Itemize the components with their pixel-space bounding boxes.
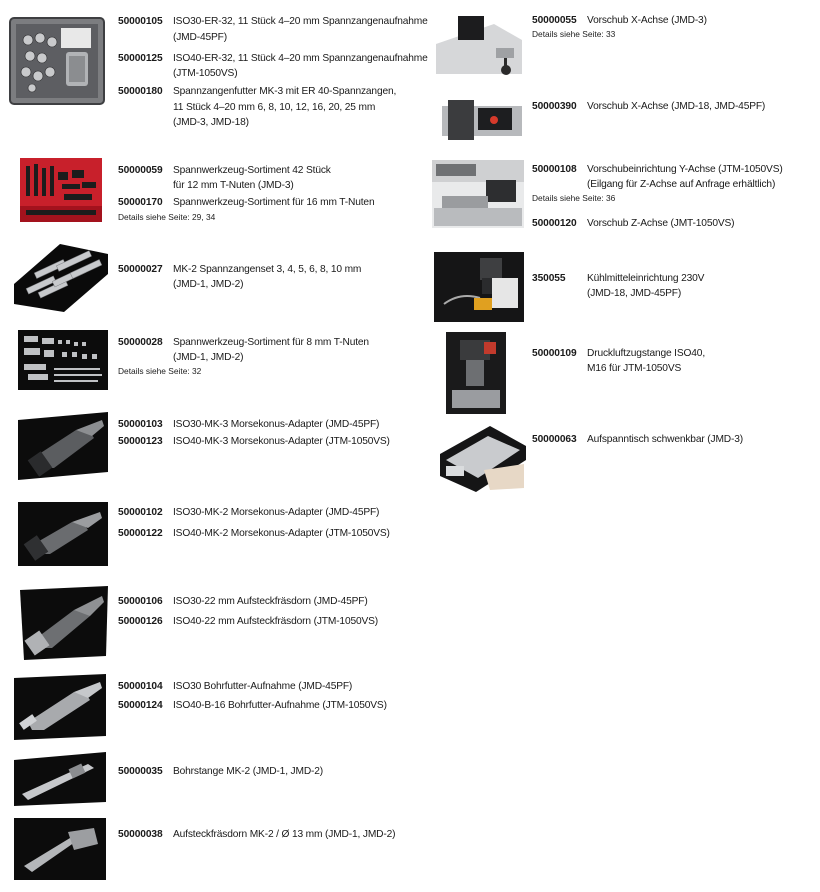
- article-number: 50000035: [118, 766, 163, 777]
- mk2-collet-set-image: [14, 244, 108, 312]
- details-reference: Details siehe Seite: 29, 34: [118, 212, 216, 222]
- article-description: für 12 mm T-Nuten (JMD-3): [173, 180, 294, 191]
- article-number: 50000108: [532, 164, 577, 175]
- article-description: (JTM-1050VS): [173, 68, 238, 79]
- article-description: (JMD-3, JMD-18): [173, 117, 249, 128]
- article-description: Vorschub X-Achse (JMD-3): [587, 15, 707, 26]
- article-description: ISO30-MK-3 Morsekonus-Adapter (JMD-45PF): [173, 419, 380, 430]
- x-axis-feed-jmd3-image: [436, 14, 524, 84]
- article-description: ISO40-22 mm Aufsteckfräsdorn (JTM-1050VS): [173, 616, 379, 627]
- article-description: M16 für JTM-1050VS: [587, 363, 682, 374]
- shell-mill-arbor-mk2-image: [14, 818, 106, 880]
- article-description: Bohrstange MK-2 (JMD-1, JMD-2): [173, 766, 324, 777]
- details-reference: Details siehe Seite: 32: [118, 366, 202, 376]
- article-description: (JMD-18, JMD-45PF): [587, 288, 682, 299]
- collet-chuck-case-image: [6, 12, 108, 112]
- article-number: 50000122: [118, 528, 163, 539]
- details-reference: Details siehe Seite: 33: [532, 29, 616, 39]
- article-number: 50000102: [118, 507, 163, 518]
- article-description: Vorschub X-Achse (JMD-18, JMD-45PF): [587, 101, 766, 112]
- article-description: ISO30-22 mm Aufsteckfräsdorn (JMD-45PF): [173, 596, 368, 607]
- article-description: (Eilgang für Z-Achse auf Anfrage erhältlich): [587, 179, 776, 190]
- mk2-adapter-image: [18, 502, 108, 566]
- article-number: 50000109: [532, 348, 577, 359]
- article-description: ISO30-ER-32, 11 Stück 4–20 mm Spannzangenaufnahme: [173, 16, 428, 27]
- shell-mill-arbor-image: [20, 586, 108, 660]
- article-description: Aufspanntisch schwenkbar (JMD-3): [587, 434, 743, 445]
- article-description: Vorschub Z-Achse (JMT-1050VS): [587, 218, 735, 229]
- article-number: 350055: [532, 273, 566, 284]
- article-number: 50000120: [532, 218, 577, 229]
- article-description: ISO40-B-16 Bohrfutter-Aufnahme (JTM-1050VS): [173, 700, 387, 711]
- article-number: 50000106: [118, 596, 163, 607]
- article-number: 50000390: [532, 101, 577, 112]
- boring-bar-image: [14, 752, 106, 806]
- article-description: Kühlmitteleinrichtung 230V: [587, 273, 705, 284]
- drill-chuck-holder-image: [14, 674, 106, 740]
- article-description: Spannwerkzeug-Sortiment 42 Stück: [173, 165, 331, 176]
- article-description: Spannzangenfutter MK-3 mit ER 40-Spannzangen,: [173, 86, 397, 97]
- article-number: 50000038: [118, 829, 163, 840]
- article-number: 50000170: [118, 197, 163, 208]
- article-number: 50000028: [118, 337, 163, 348]
- article-description: (JMD-1, JMD-2): [173, 352, 244, 363]
- article-number: 50000180: [118, 86, 163, 97]
- article-description: Druckluftzugstange ISO40,: [587, 348, 705, 359]
- article-description: Aufsteckfräsdorn MK-2 / Ø 13 mm (JMD-1, JMD-2): [173, 829, 396, 840]
- article-description: 11 Stück 4–20 mm 6, 8, 10, 12, 16, 20, 25 mm: [173, 102, 376, 113]
- article-description: Spannwerkzeug-Sortiment für 16 mm T-Nuten: [173, 197, 375, 208]
- article-description: ISO30 Bohrfutter-Aufnahme (JMD-45PF): [173, 681, 353, 692]
- article-number: 50000063: [532, 434, 577, 445]
- article-description: (JMD-1, JMD-2): [173, 279, 244, 290]
- article-description: ISO40-ER-32, 11 Stück 4–20 mm Spannzangenaufnahme: [173, 53, 428, 64]
- details-reference: Details siehe Seite: 36: [532, 193, 616, 203]
- article-number: 50000103: [118, 419, 163, 430]
- y-axis-feed-machine-image: [432, 160, 524, 228]
- article-number: 50000125: [118, 53, 163, 64]
- article-number: 50000123: [118, 436, 163, 447]
- article-number: 50000124: [118, 700, 163, 711]
- tilting-table-image: [440, 426, 526, 494]
- article-description: Vorschubeinrichtung Y-Achse (JTM-1050VS): [587, 164, 783, 175]
- article-description: ISO40-MK-3 Morsekonus-Adapter (JTM-1050VS): [173, 436, 390, 447]
- article-number: 50000055: [532, 15, 577, 26]
- coolant-pump-image: [434, 252, 524, 322]
- article-number: 50000104: [118, 681, 163, 692]
- mk3-adapter-image: [18, 412, 108, 480]
- article-description: ISO40-MK-2 Morsekonus-Adapter (JTM-1050VS): [173, 528, 390, 539]
- article-number: 50000105: [118, 16, 163, 27]
- clamping-kit-small-image: [18, 330, 108, 390]
- article-description: Spannwerkzeug-Sortiment für 8 mm T-Nuten: [173, 337, 369, 348]
- x-axis-feed-unit-image: [438, 94, 524, 146]
- article-description: (JMD-45PF): [173, 32, 227, 43]
- article-number: 50000027: [118, 264, 163, 275]
- article-description: MK-2 Spannzangenset 3, 4, 5, 6, 8, 10 mm: [173, 264, 362, 275]
- article-number: 50000126: [118, 616, 163, 627]
- article-description: ISO30-MK-2 Morsekonus-Adapter (JMD-45PF): [173, 507, 380, 518]
- clamping-kit-red-rack-image: [16, 152, 106, 227]
- article-number: 50000059: [118, 165, 163, 176]
- pneumatic-drawbar-image: [446, 332, 506, 414]
